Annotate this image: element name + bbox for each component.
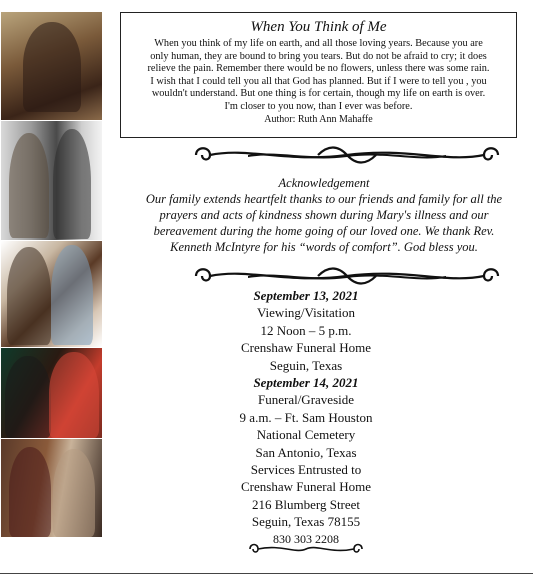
poem-line: relieve the pain. Remember there would be no flowers, unless there was some rain. <box>147 63 490 75</box>
phone-number: 830 303 2208 <box>273 531 339 546</box>
service-line: Seguin, Texas <box>269 357 343 373</box>
poem-title: When You Think of Me <box>250 19 387 35</box>
service-line: Services Entrusted to <box>250 462 362 478</box>
service-line: Seguin, Texas 78155 <box>251 514 361 530</box>
photo-couple-standing <box>1 121 102 241</box>
photo-couple-outdoor <box>1 241 102 348</box>
scroll-divider-icon <box>188 264 506 288</box>
poem-box <box>120 12 517 138</box>
acknowledgement-line: Kenneth McIntyre for his “words of comfort”. God bless you. <box>170 240 478 254</box>
poem-line: only human, they are bound to bring you tears. But do not be afraid to cry; it does <box>150 50 487 62</box>
acknowledgement-line: Our family extends heartfelt thanks to our friends and family for all the <box>145 192 503 206</box>
photo-couple-indoor <box>1 439 102 538</box>
photo-portrait-woman <box>1 12 102 121</box>
service-line: 216 Blumberg Street <box>251 496 361 512</box>
service-line: Crenshaw Funeral Home <box>241 340 371 356</box>
poem-author: Author: Ruth Ann Mahaffe <box>264 113 373 125</box>
service-line: Viewing/Visitation <box>256 305 356 321</box>
poem-line: wouldn't understand. But one thing is for certain, though my life on earth is over. <box>151 88 486 100</box>
bottom-rule <box>0 573 533 574</box>
scroll-divider-icon <box>188 143 506 167</box>
acknowledgement-body <box>128 191 520 255</box>
acknowledgement-line: bereavement during the home going of our loved one. We thank Rev. <box>153 224 495 238</box>
acknowledgement-line: prayers and acts of kindness shown during Mary's illness and our <box>159 208 489 222</box>
service-line: 12 Noon – 5 p.m. <box>260 322 352 338</box>
poem-line: I wish that I could tell you all that God has planned. But if I were to tell you , you <box>150 75 487 87</box>
service-details <box>200 287 412 548</box>
photo-couple-seated <box>1 348 102 439</box>
service-line: San Antonio, Texas <box>255 444 357 460</box>
poem-line: When you think of my life on earth, and all those loving years. Because you are <box>154 38 483 49</box>
service-date: September 14, 2021 <box>253 375 359 391</box>
scroll-divider-icon <box>246 541 366 557</box>
service-date: September 13, 2021 <box>253 288 359 303</box>
poem-line: I'm closer to you now, than I ever was before. <box>224 100 413 112</box>
acknowledgement-title: Acknowledgement <box>278 176 370 190</box>
service-line: Crenshaw Funeral Home <box>241 479 371 495</box>
poem-body <box>129 38 508 114</box>
service-line: Funeral/Graveside <box>257 392 355 408</box>
acknowledgement-section <box>128 176 520 255</box>
service-line: 9 a.m. – Ft. Sam Houston <box>239 409 373 425</box>
service-line: National Cemetery <box>256 427 356 443</box>
